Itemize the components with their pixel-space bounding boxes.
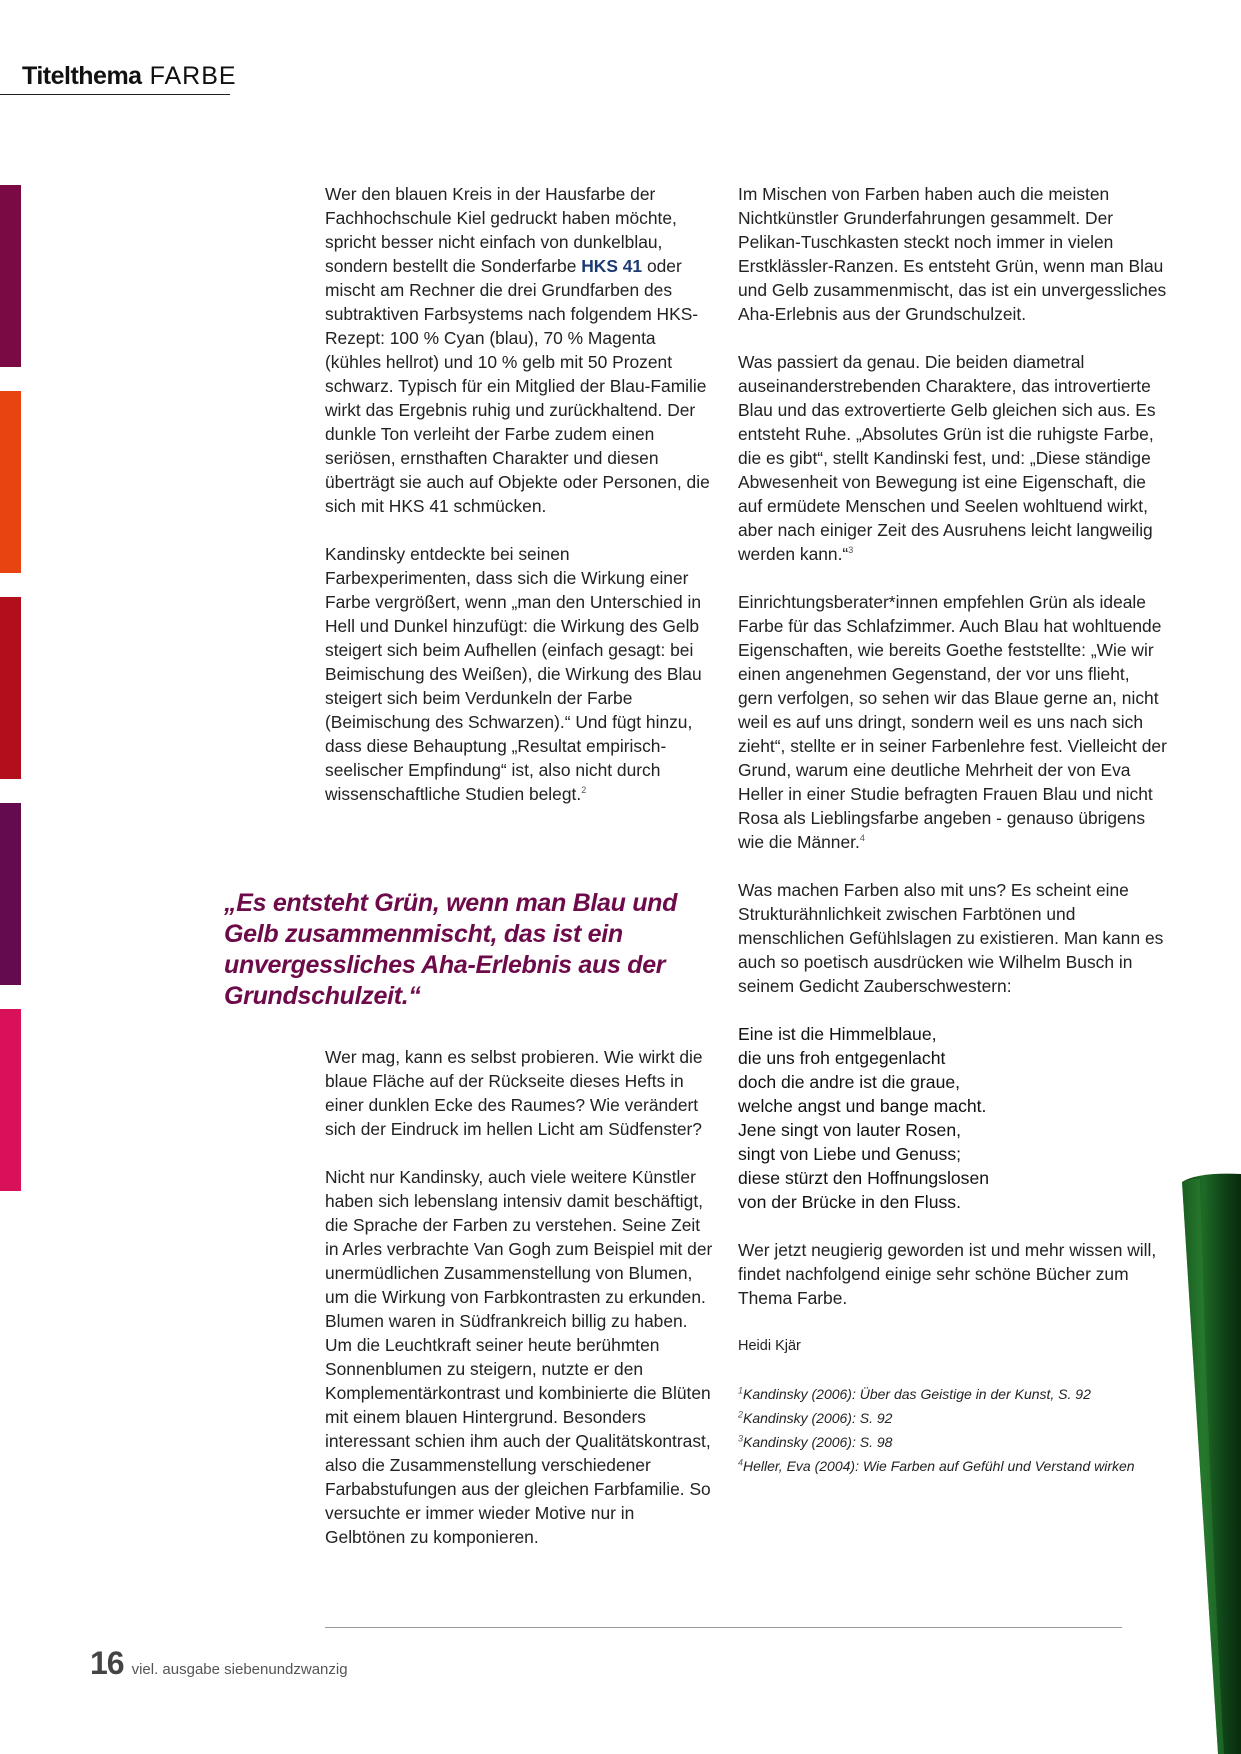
footer-rule <box>325 1627 1122 1628</box>
poem-line: von der Brücke in den Fluss. <box>738 1192 961 1212</box>
author-name: Heidi Kjär <box>738 1338 801 1354</box>
section-header <box>22 62 237 91</box>
right-column <box>738 182 1168 1478</box>
page-number: 16 <box>90 1645 124 1681</box>
footnote: $^4$Heller, Eva (2004): Wie Farben auf Gefühl und Verstand wirken <box>738 1457 1135 1474</box>
green-book-edge-decoration <box>1178 1170 1241 1754</box>
paragraph-blue: Einrichtungsberater*innen empfehlen Grün als ideale Farbe für das Schlafzimmer. Auch Blau hat wohltuende Eigenschaften, wie bereits Goethe feststellte: „Wie wir einen angenehmen Gegenstand, der vor uns flieht, gern verfolgen, so sehen wir das Blaue gerne an, nicht weil es auf uns dringt, sondern weil es uns nach sich zieht“, stellte er in seiner Farbenlehre fest. Vielleicht der Grund, warum eine deutliche Mehrheit der von Eva Heller in einer Studie befragten Frauen Blau und nicht Rosa als Lieblingsfarbe angeben - genauso übrigens wie die Männer.$^4$ <box>738 592 1167 852</box>
color-bar-red <box>0 597 21 779</box>
paragraph-van-gogh: Nicht nur Kandinsky, auch viele weitere Künstler haben sich lebenslang intensiv damit beschäftigt, die Sprache der Farben zu verstehen. Seine Zeit in Arles verbrachte Van Gogh zum Beispiel mit der unermüdlichen Zusammenstellung von Blumen, um die Wirkung von Farbkontrasten zu erkunden. Blumen waren in Südfrankreich billig zu haben. Um die Leuchtkraft seiner heute berühmten Sonnenblumen zu steigern, nutzte er den Komplementärkontrast und kombinierte die Blüten mit einem blauen Hintergrund. Besonders interessant schien ihm auch der Qualitätskontrast, also die Zusammenstellung verschiedener Farbabstufungen aus der gleichen Farbfamilie. So versuchte er immer wieder Motive nur in Gelbtönen zu komponieren. <box>325 1167 713 1547</box>
pull-quote: „Es entsteht Grün, wenn man Blau und Gelb zusammenmischt, das ist ein unvergessliches Aha-Erlebnis aus der Grundschulzeit.“ <box>224 889 678 1010</box>
footnote-ref: 4 <box>859 833 865 844</box>
header-rule <box>0 94 230 95</box>
color-bar-pink <box>0 1009 21 1191</box>
footnote: $^2$Kandinsky (2006): S. 92 <box>738 1409 893 1426</box>
footnotes <box>738 1382 1168 1478</box>
footnote: $^3$Kandinsky (2006): S. 98 <box>738 1433 893 1450</box>
poem <box>738 1022 1168 1214</box>
color-bar-plum <box>0 185 21 367</box>
color-bar-purple <box>0 803 21 985</box>
left-column-bottom <box>325 1045 715 1573</box>
footnote-ref: 3 <box>848 545 854 556</box>
footnote-ref: 2 <box>581 785 587 796</box>
topic-label: FARBE <box>149 62 237 90</box>
paragraph-green: Was passiert da genau. Die beiden diametral auseinanderstrebenden Charaktere, das introvertierte Blau und das extrovertierte Gelb gleichen sich aus. Es entsteht Ruhe. „Absolutes Grün ist die ruhigste Farbe, die es gibt“, stellt Kandinski fest, und: „Diese ständige Abwesenheit von Bewegung ist eine Eigenschaft, die auf ermüdete Menschen und Seelen wohltuend wirkt, aber nach einiger Zeit des Ausruhens leicht langweilig werden kann.“$^3$ <box>738 352 1156 564</box>
poem-line: die uns froh entgegenlacht <box>738 1048 946 1068</box>
page-footer <box>90 1645 348 1682</box>
publication-name: viel. ausgabe siebenundzwanzig <box>131 1661 348 1678</box>
footnote: $^1$Kandinsky (2006): Über das Geistige in der Kunst, S. 92 <box>738 1385 1091 1402</box>
paragraph-kandinsky: Kandinsky entdeckte bei seinen Farbexperimenten, dass sich die Wirkung einer Farbe vergrößert, wenn „man den Unterschied in Hell und Dunkel hinzufügt: die Wirkung des Gelb steigert sich beim Aufhellen (einfach gesagt: bei Beimischung des Weißen), die Wirkung des Blau steigert sich beim Verdunkeln der Farbe (Beimischung des Schwarzen).“ Und fügt hinzu, dass diese Behauptung „Resultat empirisch-seelischer Empfindung“ ist, also nicht durch wissenschaftliche Studien belegt.$^2$ <box>325 544 702 804</box>
paragraph-hks: Wer den blauen Kreis in der Hausfarbe der Fachhochschule Kiel gedruckt haben möchte, spricht besser nicht einfach von dunkelblau, sondern bestellt die Sonderfarbe HKS 41 oder mischt am Rechner die drei Grundfarben des subtraktiven Farbsystems nach folgendem HKS-Rezept: 100 % Cyan (blau), 70 % Magenta (kühles hellrot) und 10 % gelb mit 50 Prozent schwarz. Typisch für ein Mitglied der Blau-Familie wirkt das Ergebnis ruhig und zurückhaltend. Der dunkle Ton verleiht der Farbe zudem einen seriösen, ernsthaften Charakter und diesen überträgt sie auch auf Objekte oder Personen, die sich mit HKS 41 schmücken. <box>325 184 710 516</box>
poem-line: diese stürzt den Hoffnungslosen <box>738 1168 990 1188</box>
poem-line: singt von Liebe und Genuss; <box>738 1144 962 1164</box>
paragraph-feelings: Was machen Farben also mit uns? Es scheint eine Strukturähnlichkeit zwischen Farbtönen und menschlichen Gefühlslagen zu existieren. Man kann es auch so poetisch ausdrücken wie Wilhelm Busch in seinem Gedicht Zauberschwestern: <box>738 880 1164 996</box>
poem-line: Eine ist die Himmelblaue, <box>738 1024 937 1044</box>
section-label: Titelthema <box>22 62 142 90</box>
hks-highlight: HKS 41 <box>581 256 643 276</box>
poem-line: welche angst und bange macht. <box>738 1096 987 1116</box>
paragraph-books: Wer jetzt neugierig geworden ist und mehr wissen will, findet nachfolgend einige sehr schöne Bücher zum Thema Farbe. <box>738 1240 1157 1308</box>
poem-line: Jene singt von lauter Rosen, <box>738 1120 961 1140</box>
poem-line: doch die andre ist die graue, <box>738 1072 961 1092</box>
paragraph-mixing: Im Mischen von Farben haben auch die meisten Nichtkünstler Grunderfahrungen gesammelt. Der Pelikan-Tuschkasten steckt noch immer in vielen Erstklässler-Ranzen. Es entsteht Grün, wenn man Blau und Gelb zusammenmischt, das ist ein unvergessliches Aha-Erlebnis aus der Grundschulzeit. <box>738 184 1167 324</box>
left-column-top <box>325 182 715 830</box>
color-bar-orange <box>0 391 21 573</box>
paragraph-experiment: Wer mag, kann es selbst probieren. Wie wirkt die blaue Fläche auf der Rückseite dieses Hefts in einer dunklen Ecke des Raumes? Wie verändert sich der Eindruck im hellen Licht am Südfenster? <box>325 1047 703 1139</box>
